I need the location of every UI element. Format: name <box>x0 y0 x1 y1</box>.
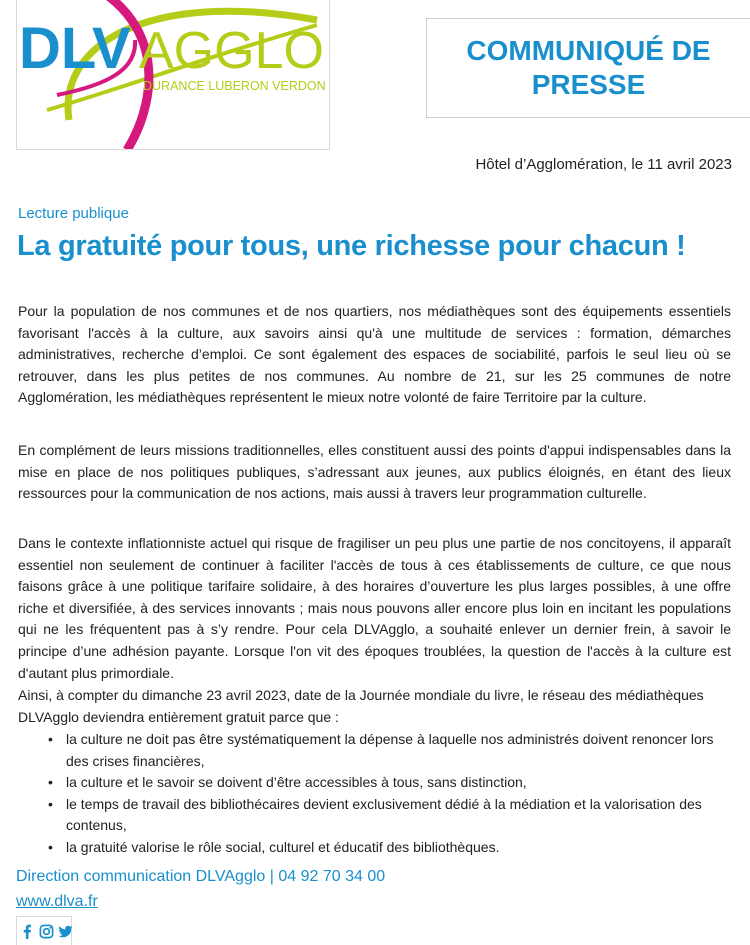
press-release-title <box>466 34 710 102</box>
website-link[interactable]: www.dlva.fr <box>16 893 98 910</box>
logo-tagline: DURANCE LUBERON VERDON <box>143 79 326 93</box>
kicker: Lecture publique <box>18 205 129 222</box>
logo <box>16 0 330 150</box>
paragraph-1: Pour la population de nos communes et de nos quartiers, nos médiathèques sont des équipements essentiels favorisant l'accès à la culture, aux savoirs ainsi qu'à une multitude de services : formation, démarches administratives, recherche d’emploi. Ce sont également des espaces de sociabilité, parfois le seul lieu où se retrouver, dans les plus petites de nos communes. Au nombre de 21, sur les 25 communes de notre Agglomération, les médiathèques représentent le mieux notre volonté de faire Territoire par la culture. <box>18 303 731 406</box>
press-release-box <box>426 18 750 118</box>
list-item: • la culture et le savoir se doivent d’être accessibles à tous, sans distinction, <box>18 772 731 794</box>
bullet-list <box>18 729 731 859</box>
paragraph-2: En complément de leurs missions traditionnelles, elles constituent aussi des points d'appui indispensables dans la mise en place de nos politiques publiques, s’adressant aux jeunes, aux publics éloignés, en étant des lieux ressources pour la communication de nos actions, mais aussi à travers leur programmation culturelle. <box>18 442 731 502</box>
headline: La gratuité pour tous, une richesse pour chacun ! <box>17 230 686 262</box>
twitter-icon[interactable] <box>58 924 73 939</box>
logo-brand-right: AGGLO <box>139 22 324 80</box>
dlvagglo-logo-graphic <box>17 0 330 150</box>
social-links <box>16 916 72 945</box>
list-item: • la culture ne doit pas être systématiquement la dépense à laquelle nos administrés doivent renoncer lors des crises financières, <box>18 729 731 772</box>
logo-brand-left: DLV <box>19 16 131 81</box>
list-item: • le temps de travail des bibliothécaires devient exclusivement dédié à la médiation et la valorisation des contenus, <box>18 794 731 837</box>
press-title-line2: PRESSE <box>531 69 646 100</box>
contact-line: Direction communication DLVAgglo | 04 92 70 34 00 <box>16 868 386 885</box>
instagram-icon[interactable] <box>39 924 54 939</box>
list-item: • la gratuité valorise le rôle social, culturel et éducatif des bibliothèques. <box>18 837 731 859</box>
paragraph-4: Ainsi, à compter du dimanche 23 avril 2023, date de la Journée mondiale du livre, le réseau des médiathèques DLVAgglo deviendra entièrement gratuit parce que : <box>18 687 704 725</box>
dateline: Hôtel d’Agglomération, le 11 avril 2023 <box>475 156 732 173</box>
paragraph-3: Dans le contexte inflationniste actuel qui risque de fragiliser un peu plus une partie de nos concitoyens, il apparaît essentiel non seulement de continuer à faciliter l'accès de tous à ces établissements de culture, ce que nous faisons grâce à une politique tarifaire solidaire, à des horaires d’ouverture les plus larges possibles, à une offre riche et diversifiée, à des services innovants ; mais nous pouvons aller encore plus loin en incitant les populations qui ne les fréquentent pas à s’y rendre. Pour cela DLVAgglo, a souhaité enlever un dernier frein, à savoir le principe d’une adhésion payante. Lorsque l'on vit des époques troublées, la question de l'accès à la culture est d'autant plus primordiale. <box>18 535 731 681</box>
press-title-line1: COMMUNIQUÉ DE <box>466 35 711 66</box>
facebook-icon[interactable] <box>20 924 35 939</box>
